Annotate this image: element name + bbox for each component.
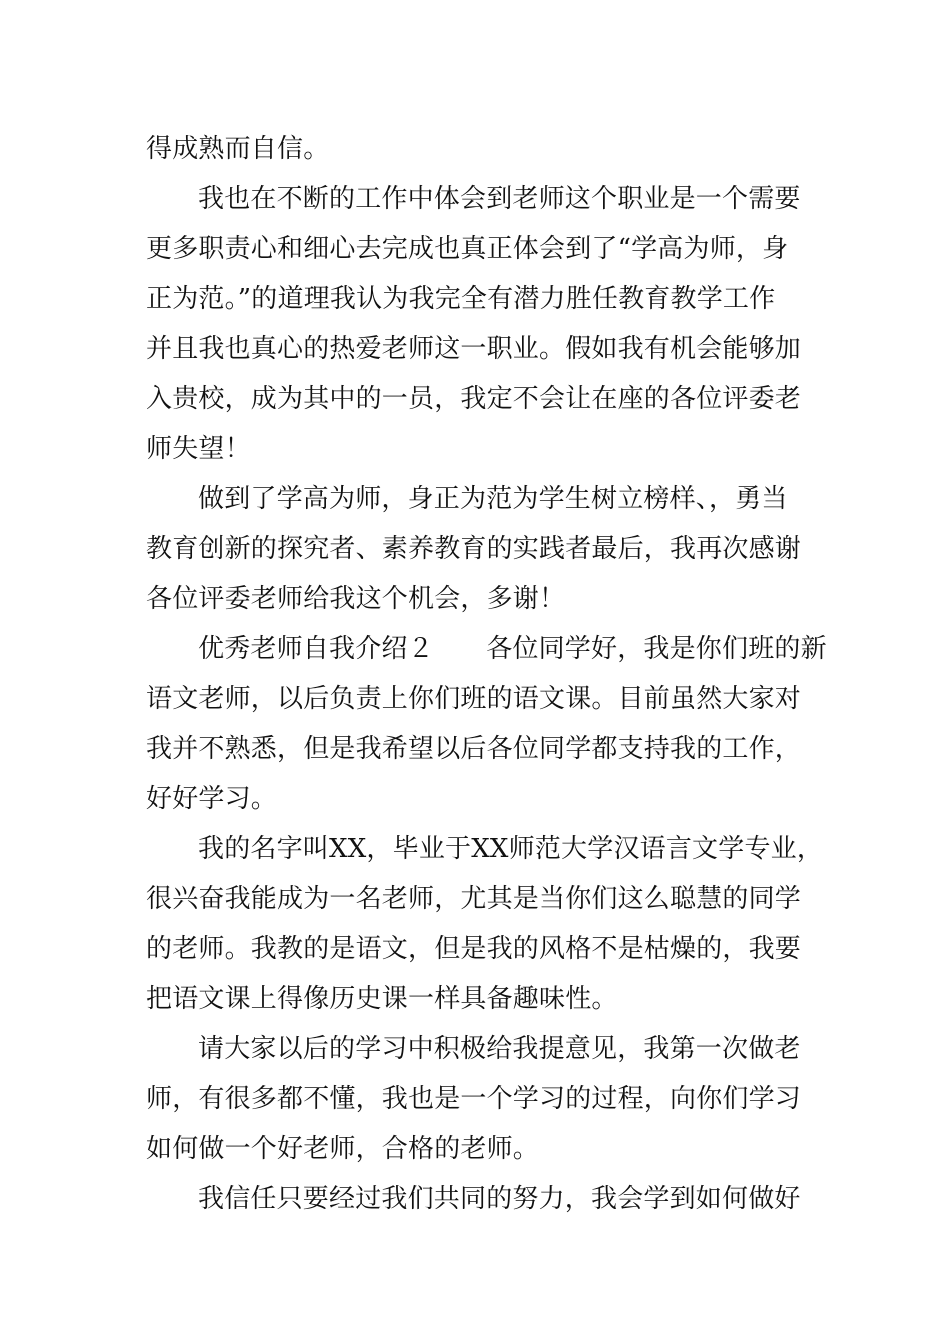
text-line: 并且我也真心的热爱老师这一职业。假如我有机会能够加 (146, 334, 802, 364)
text-line: 把语文课上得像历史课一样具备趣味性。 (146, 984, 618, 1014)
text-line: 的老师。我教的是语文，但是我的风格不是枯燥的，我要 (146, 934, 802, 964)
text-line: 很兴奋我能成为一名老师，尤其是当你们这么聪慧的同学 (146, 884, 802, 914)
text-line: 如何做一个好老师，合格的老师。 (146, 1134, 540, 1164)
text-line: 做到了学高为师，身正为范为学生树立榜样、，勇当 (198, 484, 788, 514)
text-line: 请大家以后的学习中积极给我提意见，我第一次做老 (198, 1034, 801, 1064)
text-line: 优秀老师自我介绍２ 各位同学好，我是你们班的新 (198, 634, 827, 664)
text-line: 我的名字叫XX，毕业于XX师范大学汉语言文学专业， (198, 834, 824, 864)
text-line: 正为范。”的道理我认为我完全有潜力胜任教育教学工作 (146, 284, 776, 314)
text-line: 语文老师，以后负责上你们班的语文课。目前虽然大家对 (146, 684, 802, 714)
text-line: 入贵校，成为其中的一员，我定不会让在座的各位评委老 (146, 384, 802, 414)
text-line: 更多职责心和细心去完成也真正体会到了“学高为师，身 (146, 234, 789, 264)
text-line: 师，有很多都不懂，我也是一个学习的过程，向你们学习 (146, 1084, 802, 1114)
text-line: 我也在不断的工作中体会到老师这个职业是一个需要 (198, 184, 801, 214)
text-line: 各位评委老师给我这个机会，多谢！ (146, 584, 566, 614)
text-line: 得成熟而自信。 (146, 134, 330, 164)
text-line: 我并不熟悉，但是我希望以后各位同学都支持我的工作， (146, 734, 802, 764)
text-line: 师失望！ (146, 434, 251, 464)
text-line: 我信任只要经过我们共同的努力，我会学到如何做好 (198, 1184, 801, 1214)
text-line: 教育创新的探究者、素养教育的实践者最后，我再次感谢 (146, 534, 802, 564)
text-line: 好好学习。 (146, 784, 278, 814)
